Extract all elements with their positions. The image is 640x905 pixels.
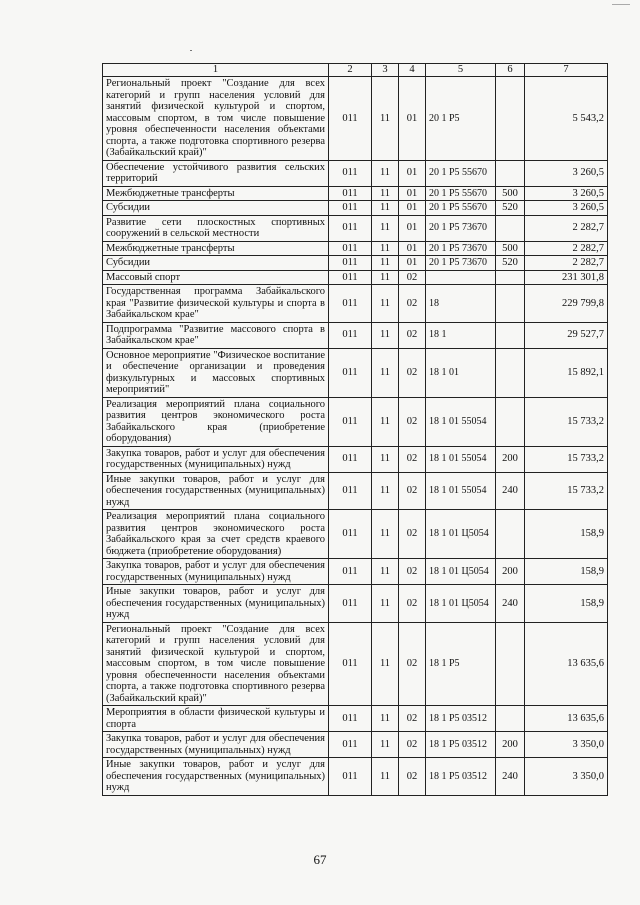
ministry-code-cell: 011 [329, 446, 372, 472]
ministry-code-cell: 011 [329, 285, 372, 323]
amount-cell: 2 282,7 [525, 241, 608, 256]
table-row [103, 585, 608, 623]
column-header: 7 [525, 64, 608, 77]
section-cell: 11 [372, 348, 399, 397]
subsection-cell: 01 [399, 186, 426, 201]
expense-type-cell: 240 [496, 585, 525, 623]
target-article-cell: 18 1 01 Ц5054 [426, 510, 496, 559]
column-header: 5 [426, 64, 496, 77]
table-row [103, 241, 608, 256]
ministry-code-cell: 011 [329, 472, 372, 510]
section-cell: 11 [372, 201, 399, 216]
table-row [103, 559, 608, 585]
target-article-cell: 20 1 Р5 55670 [426, 160, 496, 186]
ministry-code-cell: 011 [329, 256, 372, 271]
target-article-cell: 18 [426, 285, 496, 323]
column-header: 4 [399, 64, 426, 77]
ministry-code-cell: 011 [329, 160, 372, 186]
section-cell: 11 [372, 322, 399, 348]
item-name-cell: Субсидии [103, 201, 329, 216]
expense-type-cell [496, 215, 525, 241]
section-cell: 11 [372, 510, 399, 559]
item-name-cell: Подпрограмма "Развитие массового спорта в Забайкальском крае" [103, 322, 329, 348]
table-row [103, 322, 608, 348]
subsection-cell: 02 [399, 348, 426, 397]
table-row [103, 256, 608, 271]
section-cell: 11 [372, 622, 399, 706]
table-row [103, 706, 608, 732]
table-row [103, 270, 608, 285]
item-name-cell: Закупка товаров, работ и услуг для обеспечения государственных (муниципальных) нужд [103, 732, 329, 758]
target-article-cell: 18 1 Р5 03512 [426, 706, 496, 732]
ministry-code-cell: 011 [329, 397, 372, 446]
target-article-cell: 20 1 Р5 73670 [426, 241, 496, 256]
subsection-cell: 02 [399, 397, 426, 446]
expense-type-cell: 500 [496, 241, 525, 256]
amount-cell: 13 635,6 [525, 706, 608, 732]
target-article-cell: 18 1 Р5 [426, 622, 496, 706]
scan-speck [190, 50, 192, 51]
amount-cell: 13 635,6 [525, 622, 608, 706]
subsection-cell: 01 [399, 241, 426, 256]
subsection-cell: 02 [399, 758, 426, 796]
section-cell: 11 [372, 706, 399, 732]
amount-cell: 15 733,2 [525, 397, 608, 446]
item-name-cell: Субсидии [103, 256, 329, 271]
expense-type-cell: 520 [496, 201, 525, 216]
item-name-cell: Закупка товаров, работ и услуг для обеспечения государственных (муниципальных) нужд [103, 446, 329, 472]
expense-type-cell [496, 397, 525, 446]
amount-cell: 231 301,8 [525, 270, 608, 285]
amount-cell: 158,9 [525, 510, 608, 559]
target-article-cell: 20 1 Р5 [426, 77, 496, 161]
subsection-cell: 01 [399, 256, 426, 271]
item-name-cell: Межбюджетные трансферты [103, 186, 329, 201]
section-cell: 11 [372, 160, 399, 186]
section-cell: 11 [372, 270, 399, 285]
target-article-cell: 18 1 01 [426, 348, 496, 397]
table-row [103, 622, 608, 706]
subsection-cell: 01 [399, 160, 426, 186]
amount-cell: 15 892,1 [525, 348, 608, 397]
subsection-cell: 02 [399, 732, 426, 758]
ministry-code-cell: 011 [329, 758, 372, 796]
section-cell: 11 [372, 215, 399, 241]
item-name-cell: Государственная программа Забайкальского края "Развитие физической культуры и спорта в Забайкальском крае" [103, 285, 329, 323]
subsection-cell: 02 [399, 322, 426, 348]
ministry-code-cell: 011 [329, 241, 372, 256]
target-article-cell: 18 1 [426, 322, 496, 348]
ministry-code-cell: 011 [329, 186, 372, 201]
target-article-cell: 18 1 01 Ц5054 [426, 585, 496, 623]
table-row [103, 348, 608, 397]
subsection-cell: 01 [399, 77, 426, 161]
table-header-row [103, 64, 608, 77]
subsection-cell: 02 [399, 270, 426, 285]
subsection-cell: 02 [399, 472, 426, 510]
item-name-cell: Обеспечение устойчивого развития сельских территорий [103, 160, 329, 186]
ministry-code-cell: 011 [329, 732, 372, 758]
item-name-cell: Закупка товаров, работ и услуг для обеспечения государственных (муниципальных) нужд [103, 559, 329, 585]
expense-type-cell [496, 510, 525, 559]
expense-type-cell [496, 706, 525, 732]
item-name-cell: Межбюджетные трансферты [103, 241, 329, 256]
section-cell: 11 [372, 256, 399, 271]
item-name-cell: Иные закупки товаров, работ и услуг для обеспечения государственных (муниципальных) нужд [103, 472, 329, 510]
item-name-cell: Региональный проект "Создание для всех категорий и групп населения условий для занятий физической культурой и спортом, массовым спортом, в том числе повышение уровня обеспеченности населения объектами спорта, а также подготовка спортивного резерва (Забайкальский край)" [103, 77, 329, 161]
expense-type-cell [496, 622, 525, 706]
item-name-cell: Развитие сети плоскостных спортивных сооружений в сельской местности [103, 215, 329, 241]
table-row [103, 758, 608, 796]
item-name-cell: Иные закупки товаров, работ и услуг для обеспечения государственных (муниципальных) нужд [103, 758, 329, 796]
section-cell: 11 [372, 472, 399, 510]
table-row [103, 186, 608, 201]
target-article-cell: 18 1 01 55054 [426, 446, 496, 472]
item-name-cell: Реализация мероприятий плана социального развития центров экономического роста Забайкальского края за счет средств краевого бюджета (приобретение оборудования) [103, 510, 329, 559]
target-article-cell: 20 1 Р5 73670 [426, 256, 496, 271]
table-row [103, 732, 608, 758]
section-cell: 11 [372, 241, 399, 256]
item-name-cell: Основное мероприятие "Физическое воспитание и обеспечение организации и проведения физкультурных и массовых спортивных мероприятий" [103, 348, 329, 397]
page-number: 67 [313, 852, 327, 867]
section-cell: 11 [372, 285, 399, 323]
expense-type-cell: 200 [496, 559, 525, 585]
table-row [103, 215, 608, 241]
expense-type-cell [496, 160, 525, 186]
subsection-cell: 02 [399, 559, 426, 585]
target-article-cell: 18 1 Р5 03512 [426, 732, 496, 758]
target-article-cell: 18 1 Р5 03512 [426, 758, 496, 796]
subsection-cell: 01 [399, 201, 426, 216]
ministry-code-cell: 011 [329, 270, 372, 285]
table-row [103, 397, 608, 446]
item-name-cell: Региональный проект "Создание для всех категорий и групп населения условий для занятий физической культурой и спортом, массовым спортом, в том числе повышение уровня обеспеченности населения объектами спорта, а также подготовка спортивного резерва (Забайкальский край)" [103, 622, 329, 706]
amount-cell: 158,9 [525, 585, 608, 623]
table-row [103, 446, 608, 472]
item-name-cell: Иные закупки товаров, работ и услуг для обеспечения государственных (муниципальных) нужд [103, 585, 329, 623]
subsection-cell: 02 [399, 285, 426, 323]
expense-type-cell: 500 [496, 186, 525, 201]
target-article-cell: 18 1 01 55054 [426, 472, 496, 510]
table-row [103, 77, 608, 161]
section-cell: 11 [372, 77, 399, 161]
ministry-code-cell: 011 [329, 559, 372, 585]
target-article-cell: 20 1 Р5 55670 [426, 201, 496, 216]
amount-cell: 2 282,7 [525, 256, 608, 271]
table-row [103, 510, 608, 559]
subsection-cell: 02 [399, 446, 426, 472]
section-cell: 11 [372, 397, 399, 446]
target-article-cell: 20 1 Р5 73670 [426, 215, 496, 241]
ministry-code-cell: 011 [329, 510, 372, 559]
ministry-code-cell: 011 [329, 706, 372, 732]
target-article-cell: 20 1 Р5 55670 [426, 186, 496, 201]
section-cell: 11 [372, 186, 399, 201]
subsection-cell: 02 [399, 510, 426, 559]
amount-cell: 3 260,5 [525, 186, 608, 201]
table-row [103, 285, 608, 323]
amount-cell: 29 527,7 [525, 322, 608, 348]
ministry-code-cell: 011 [329, 622, 372, 706]
target-article-cell: 18 1 01 Ц5054 [426, 559, 496, 585]
subsection-cell: 02 [399, 706, 426, 732]
amount-cell: 3 350,0 [525, 732, 608, 758]
scan-speck [612, 4, 630, 5]
expense-type-cell [496, 285, 525, 323]
ministry-code-cell: 011 [329, 77, 372, 161]
amount-cell: 3 260,5 [525, 160, 608, 186]
expense-type-cell: 200 [496, 446, 525, 472]
ministry-code-cell: 011 [329, 215, 372, 241]
table-row [103, 160, 608, 186]
column-header: 1 [103, 64, 329, 77]
item-name-cell: Реализация мероприятий плана социального развития центров экономического роста Забайкальского края (приобретение оборудования) [103, 397, 329, 446]
expense-type-cell [496, 77, 525, 161]
amount-cell: 15 733,2 [525, 472, 608, 510]
expense-type-cell: 240 [496, 472, 525, 510]
item-name-cell: Массовый спорт [103, 270, 329, 285]
target-article-cell: 18 1 01 55054 [426, 397, 496, 446]
amount-cell: 3 260,5 [525, 201, 608, 216]
expense-type-cell: 200 [496, 732, 525, 758]
expense-type-cell [496, 322, 525, 348]
amount-cell: 2 282,7 [525, 215, 608, 241]
ministry-code-cell: 011 [329, 201, 372, 216]
subsection-cell: 02 [399, 585, 426, 623]
table-row [103, 201, 608, 216]
amount-cell: 15 733,2 [525, 446, 608, 472]
table-row [103, 472, 608, 510]
amount-cell: 5 543,2 [525, 77, 608, 161]
amount-cell: 3 350,0 [525, 758, 608, 796]
section-cell: 11 [372, 732, 399, 758]
item-name-cell: Мероприятия в области физической культуры и спорта [103, 706, 329, 732]
ministry-code-cell: 011 [329, 585, 372, 623]
expense-type-cell: 240 [496, 758, 525, 796]
section-cell: 11 [372, 559, 399, 585]
ministry-code-cell: 011 [329, 348, 372, 397]
expense-type-cell [496, 270, 525, 285]
target-article-cell [426, 270, 496, 285]
subsection-cell: 01 [399, 215, 426, 241]
amount-cell: 158,9 [525, 559, 608, 585]
section-cell: 11 [372, 446, 399, 472]
expense-type-cell: 520 [496, 256, 525, 271]
column-header: 3 [372, 64, 399, 77]
column-header: 2 [329, 64, 372, 77]
ministry-code-cell: 011 [329, 322, 372, 348]
amount-cell: 229 799,8 [525, 285, 608, 323]
column-header: 6 [496, 64, 525, 77]
section-cell: 11 [372, 758, 399, 796]
section-cell: 11 [372, 585, 399, 623]
subsection-cell: 02 [399, 622, 426, 706]
budget-table [102, 63, 608, 796]
table-body [103, 77, 608, 796]
expense-type-cell [496, 348, 525, 397]
